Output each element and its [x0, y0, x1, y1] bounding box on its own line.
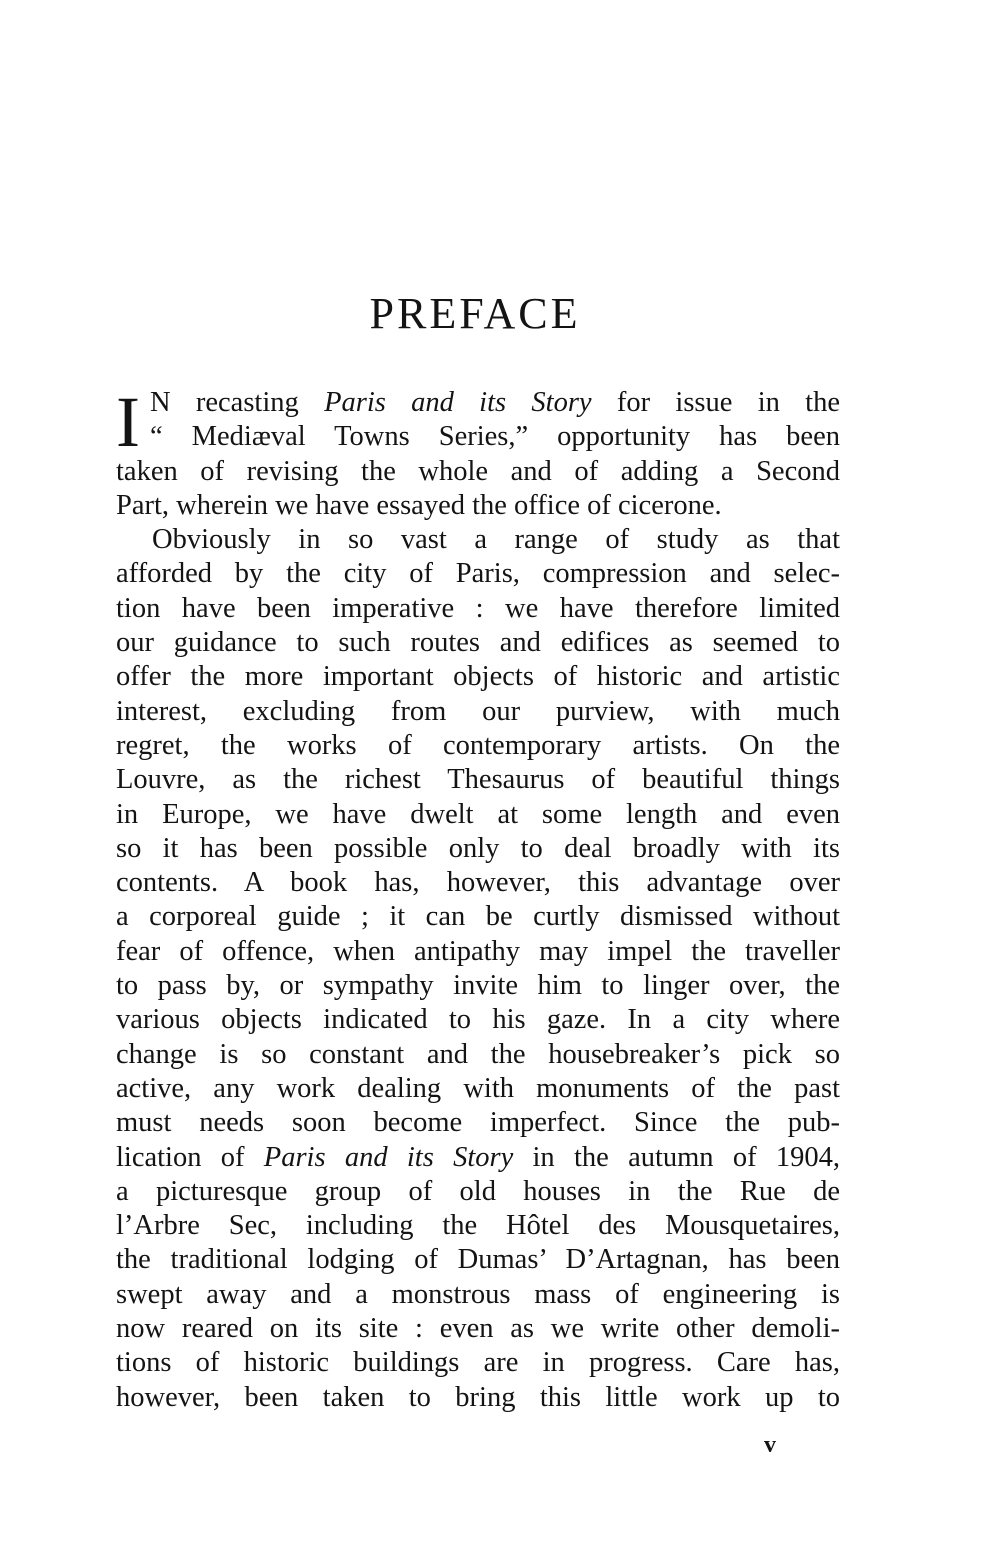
text-line: contents. A book has, however, this advantage over: [116, 867, 840, 899]
preface-body: [116, 382, 841, 1415]
book-title-italic: Paris and its Story: [263, 1141, 514, 1173]
text-line: the traditional lodging of Dumas’ D’Artagnan, has been: [116, 1244, 840, 1276]
page-number: v: [764, 1432, 776, 1458]
text-line: a picturesque group of old houses in the Rue de: [116, 1175, 840, 1207]
text-line: change is so constant and the housebreaker’s pick so: [116, 1038, 840, 1070]
text-line: taken of revising the whole and of adding a Second: [116, 455, 840, 487]
text-line: lication of Paris and its Story in the autumn of 1904,: [116, 1141, 840, 1173]
text-line: our guidance to such routes and edifices as seemed to: [116, 627, 840, 659]
text-line: l’Arbre Sec, including the Hôtel des Mousquetaires,: [116, 1210, 840, 1242]
text-line: active, any work dealing with monuments of the past: [116, 1072, 840, 1104]
drop-cap: I: [116, 382, 140, 462]
page-title: PREFACE: [369, 289, 581, 338]
text-line: various objects indicated to his gaze. In a city where: [116, 1004, 840, 1036]
text-line: to pass by, or sympathy invite him to linger over, the: [116, 970, 840, 1002]
text-line: swept away and a monstrous mass of engineering is: [116, 1278, 840, 1310]
text-line: tions of historic buildings are in progress. Care has,: [116, 1347, 840, 1379]
text-line: I N recasting Paris and its Story for issue in the: [116, 382, 841, 462]
text-line: fear of offence, when antipathy may impel the traveller: [116, 935, 840, 967]
text-line: regret, the works of contemporary artists. On the: [116, 729, 840, 761]
text-line: interest, excluding from our purview, with much: [116, 695, 840, 727]
text-line: offer the more important objects of historic and artistic: [116, 661, 840, 693]
text-line: so it has been possible only to deal broadly with its: [116, 832, 840, 864]
text-line: Louvre, as the richest Thesaurus of beautiful things: [116, 764, 840, 796]
text-line: afforded by the city of Paris, compression and selec-: [116, 558, 840, 590]
text-line: in Europe, we have dwelt at some length and even: [116, 798, 840, 830]
text-line: now reared on its site : even as we write other demoli-: [116, 1313, 840, 1345]
book-title-italic: Paris and its Story: [324, 387, 592, 418]
text-line: a corporeal guide ; it can be curtly dismissed without: [116, 901, 840, 933]
text-line: however, been taken to bring this little work up to: [116, 1381, 840, 1413]
text-line: Obviously in so vast a range of study as that: [152, 524, 840, 556]
text-line: Part, wherein we have essayed the office of cicerone.: [116, 489, 722, 521]
text-line: “ Mediæval Towns Series,” opportunity has been: [150, 421, 840, 453]
text-line: must needs soon become imperfect. Since the pub-: [116, 1107, 840, 1139]
text-line: tion have been imperative : we have therefore limited: [116, 592, 840, 624]
